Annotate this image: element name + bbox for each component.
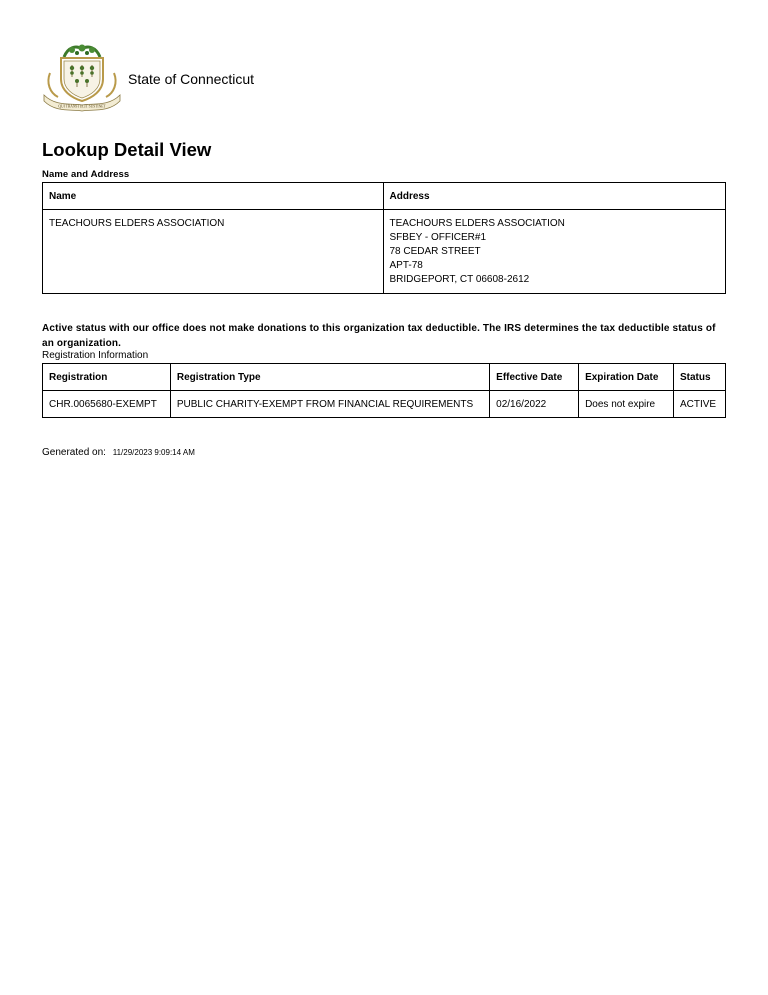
- expiration-date-column-header: Expiration Date: [579, 364, 674, 391]
- connecticut-seal-icon: [42, 43, 122, 113]
- registration-type-column-header: Registration Type: [170, 364, 489, 391]
- effective-date-column-header: Effective Date: [490, 364, 579, 391]
- registration-type: PUBLIC CHARITY-EXEMPT FROM FINANCIAL REQUIREMENTS: [170, 391, 489, 418]
- generated-on: [42, 447, 195, 458]
- seal-motto: QUI TRANSTULIT SUSTINET: [58, 104, 106, 109]
- address-line: SFBEY - OFFICER#1: [389, 232, 487, 243]
- status-value: ACTIVE: [673, 391, 725, 418]
- address-line: APT-78: [389, 260, 423, 271]
- address-line: 78 CEDAR STREET: [389, 246, 481, 257]
- organization-address: [383, 210, 726, 294]
- generated-timestamp: 11/29/2023 9:09:14 AM: [112, 448, 195, 457]
- status-column-header: Status: [673, 364, 725, 391]
- name-column-header: Name: [43, 183, 384, 210]
- registration-number: CHR.0065680-EXEMPT: [43, 391, 171, 418]
- name-address-table: [42, 182, 726, 294]
- page-header: [42, 42, 254, 114]
- tax-deductible-notice: Active status with our office does not make donations to this organization tax deductible. The IRS determines the tax deductible status of an organization.: [42, 323, 716, 349]
- organization-name: TEACHOURS ELDERS ASSOCIATION: [43, 210, 384, 294]
- state-name: State of Connecticut: [128, 70, 255, 87]
- effective-date: 02/16/2022: [490, 391, 579, 418]
- address-line: BRIDGEPORT, CT 06608-2612: [389, 274, 530, 285]
- registration-table: [42, 363, 726, 418]
- table-row: [43, 210, 726, 294]
- expiration-date: Does not expire: [579, 391, 674, 418]
- table-row: [43, 391, 726, 418]
- generated-label: Generated on:: [42, 447, 106, 458]
- registration-column-header: Registration: [43, 364, 171, 391]
- registration-section-label: Registration Information: [42, 350, 149, 361]
- name-address-section-label: Name and Address: [42, 169, 130, 180]
- table-header-row: [43, 183, 726, 210]
- table-header-row: [43, 364, 726, 391]
- page-title: Lookup Detail View: [42, 139, 212, 160]
- address-line: TEACHOURS ELDERS ASSOCIATION: [389, 218, 565, 229]
- address-column-header: Address: [383, 183, 726, 210]
